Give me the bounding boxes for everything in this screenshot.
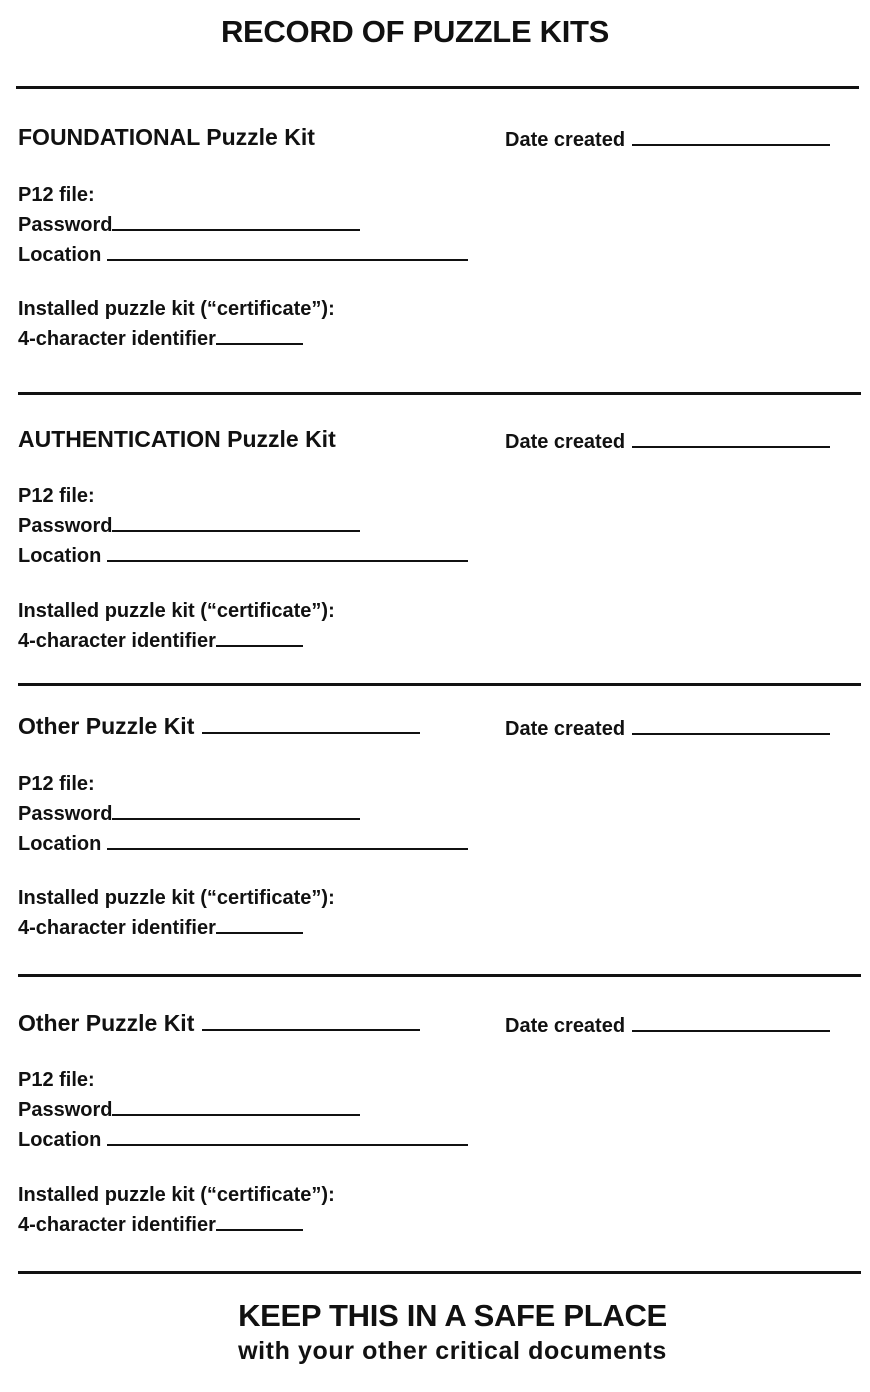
location-label: Location [18,1129,102,1151]
password-field[interactable] [18,214,360,237]
footer-subtext: with your other critical documents [238,1337,667,1365]
date-created-blank[interactable] [632,732,830,735]
password-blank[interactable] [112,228,360,231]
password-blank[interactable] [112,1113,360,1116]
date-created-field[interactable] [505,129,830,152]
location-field[interactable] [18,545,468,568]
p12-file-label: P12 file: [18,184,95,206]
date-created-blank[interactable] [632,143,830,146]
section-heading: FOUNDATIONAL Puzzle Kit [18,124,315,150]
p12-file-label: P12 file: [18,485,95,507]
location-field[interactable] [18,244,468,267]
footer-warning: KEEP THIS IN A SAFE PLACE [238,1298,667,1333]
section-heading-field[interactable] [18,713,420,740]
password-field[interactable] [18,515,360,538]
section-heading: Other Puzzle Kit [18,1010,195,1036]
date-created-blank[interactable] [632,445,830,448]
installed-kit-label: Installed puzzle kit (“certificate”): [18,600,335,622]
divider [16,86,859,89]
password-blank[interactable] [112,529,360,532]
password-label: Password [18,803,113,825]
kit-name-blank[interactable] [202,731,420,734]
identifier-blank[interactable] [216,1228,303,1231]
password-label: Password [18,515,113,537]
p12-file-label: P12 file: [18,1069,95,1091]
date-created-label: Date created [505,431,626,453]
identifier-label: 4-character identifier [18,630,216,652]
password-label: Password [18,1099,113,1121]
identifier-blank[interactable] [216,644,303,647]
date-created-label: Date created [505,1015,626,1037]
divider [18,683,861,686]
section-heading-field[interactable] [18,1010,420,1037]
date-created-blank[interactable] [632,1029,830,1032]
installed-kit-label: Installed puzzle kit (“certificate”): [18,1184,335,1206]
installed-kit-label: Installed puzzle kit (“certificate”): [18,298,335,320]
location-blank[interactable] [107,559,468,562]
location-blank[interactable] [107,847,468,850]
divider [18,974,861,977]
password-field[interactable] [18,1099,360,1122]
date-created-field[interactable] [505,718,830,741]
page-title: RECORD OF PUZZLE KITS [220,14,610,49]
identifier-field[interactable] [18,328,303,351]
installed-kit-label: Installed puzzle kit (“certificate”): [18,887,335,909]
identifier-label: 4-character identifier [18,1214,216,1236]
location-field[interactable] [18,833,468,856]
password-label: Password [18,214,113,236]
location-label: Location [18,833,102,855]
location-label: Location [18,545,102,567]
identifier-blank[interactable] [216,931,303,934]
location-blank[interactable] [107,258,468,261]
location-field[interactable] [18,1129,468,1152]
identifier-label: 4-character identifier [18,328,216,350]
identifier-label: 4-character identifier [18,917,216,939]
password-field[interactable] [18,803,360,826]
section-heading: AUTHENTICATION Puzzle Kit [18,426,336,452]
kit-name-blank[interactable] [202,1028,420,1031]
date-created-label: Date created [505,129,626,151]
divider [18,1271,861,1274]
identifier-field[interactable] [18,1214,303,1237]
section-heading: Other Puzzle Kit [18,713,195,739]
date-created-label: Date created [505,718,626,740]
identifier-field[interactable] [18,630,303,653]
location-blank[interactable] [107,1143,468,1146]
divider [18,392,861,395]
identifier-blank[interactable] [216,342,303,345]
identifier-field[interactable] [18,917,303,940]
date-created-field[interactable] [505,1015,830,1038]
location-label: Location [18,244,102,266]
date-created-field[interactable] [505,431,830,454]
password-blank[interactable] [112,817,360,820]
p12-file-label: P12 file: [18,773,95,795]
